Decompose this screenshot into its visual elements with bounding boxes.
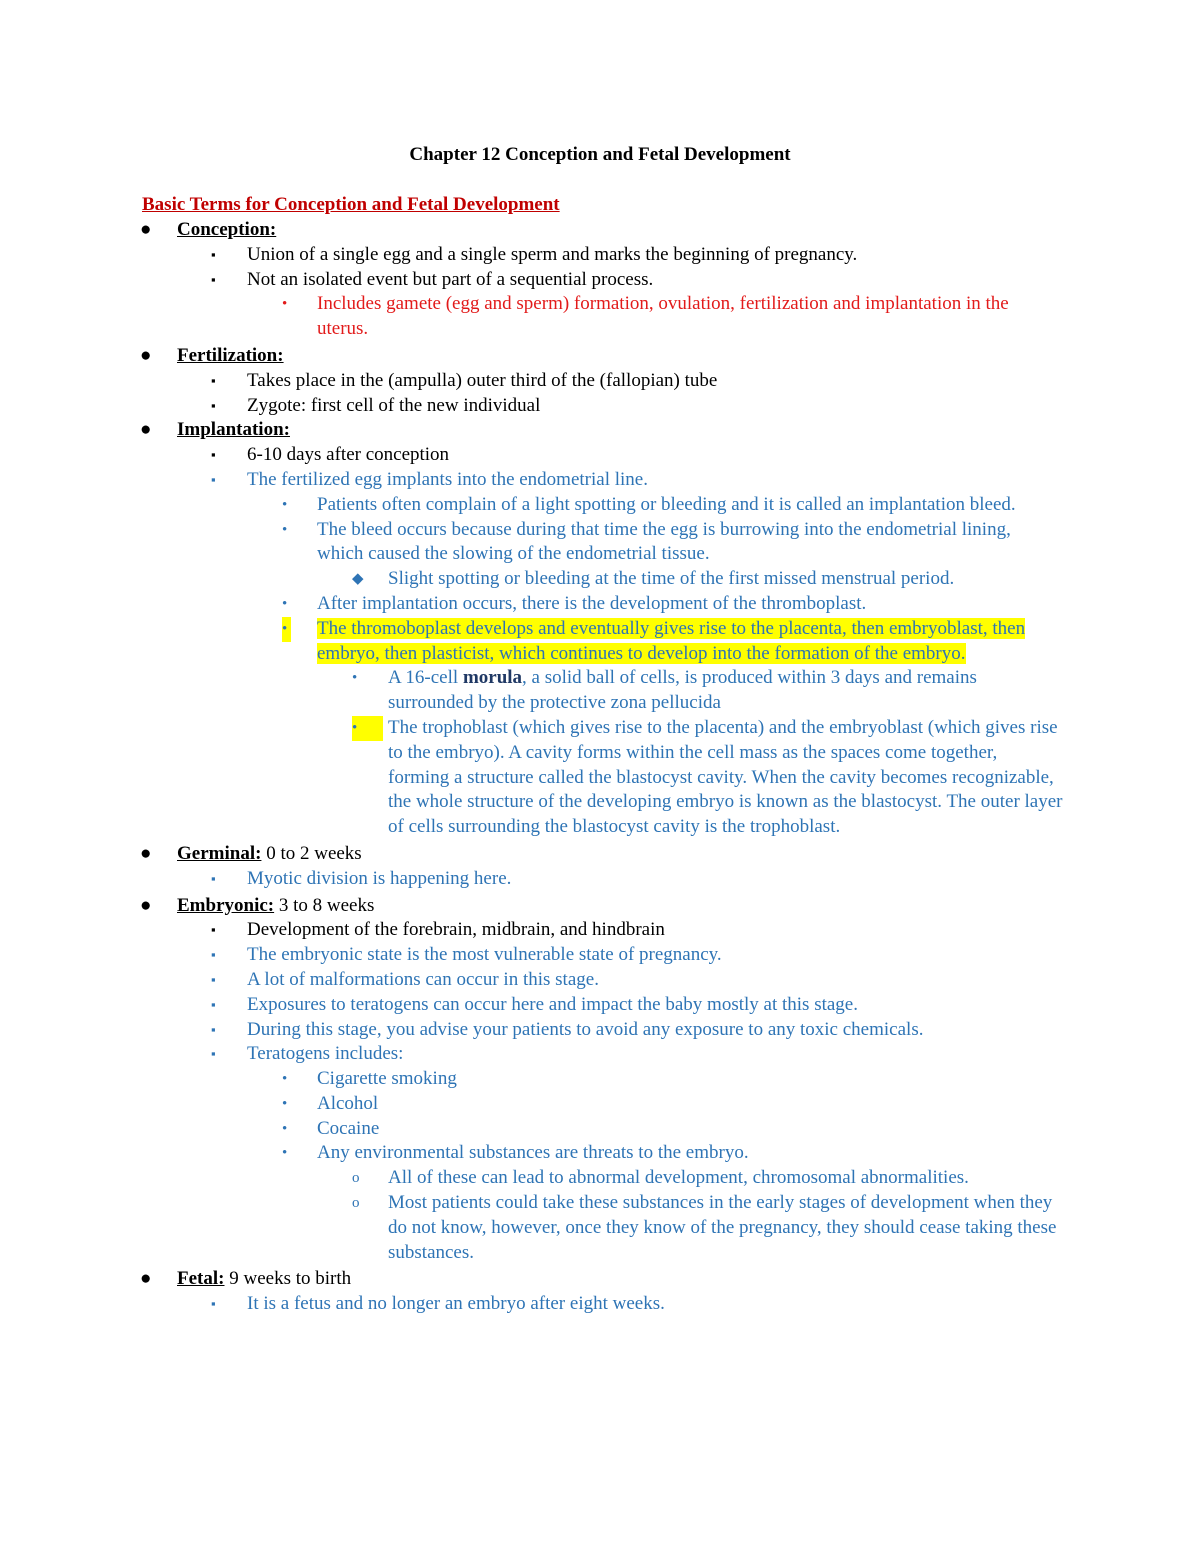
list-item-text: Cocaine bbox=[317, 1117, 380, 1139]
list-item-text: Teratogens includes: bbox=[247, 1043, 404, 1065]
list-item-text: All of these can lead to abnormal development, chromosomal abnormalities. bbox=[388, 1167, 969, 1189]
list-item-fetal bbox=[0, 1267, 1200, 1292]
list-item-text: Slight spotting or bleeding at the time of the first missed menstrual period. bbox=[388, 568, 955, 590]
list-item bbox=[0, 1067, 1200, 1092]
small-bullet-icon: • bbox=[282, 595, 288, 612]
square-bullet-icon: ▪ bbox=[211, 447, 216, 463]
list-item bbox=[0, 592, 1200, 617]
list-item bbox=[0, 292, 1200, 342]
list-item-conception bbox=[0, 218, 1200, 243]
list-item bbox=[0, 968, 1200, 993]
list-item-germinal bbox=[0, 842, 1200, 867]
list-item-text: The embryonic state is the most vulnerable state of pregnancy. bbox=[247, 944, 722, 966]
list-item-text: Cigarette smoking bbox=[317, 1068, 457, 1090]
term-value: 3 to 8 weeks bbox=[274, 894, 375, 916]
term-label: Fetal: bbox=[177, 1268, 225, 1290]
list-item bbox=[0, 1117, 1200, 1142]
list-item bbox=[0, 716, 1200, 840]
small-bullet-icon: • bbox=[282, 1120, 288, 1137]
list-item-implantation bbox=[0, 418, 1200, 443]
list-item bbox=[0, 1141, 1200, 1166]
list-item-text: Not an isolated event but part of a sequential process. bbox=[247, 268, 654, 290]
list-item bbox=[0, 1166, 1200, 1191]
list-item bbox=[0, 468, 1200, 493]
list-item bbox=[0, 1042, 1200, 1067]
square-bullet-icon: ▪ bbox=[211, 947, 216, 963]
list-item bbox=[0, 1018, 1200, 1043]
term-label: Conception: bbox=[177, 219, 277, 240]
list-item bbox=[0, 918, 1200, 943]
list-item bbox=[0, 567, 1200, 592]
highlighted-text: The thromoboplast develops and eventually gives rise to the placenta, then embryoblast, then embryo, then plasticist, which continues to develop into the formation of the embryo. bbox=[317, 617, 1026, 664]
term-label: Embryonic: bbox=[177, 894, 275, 916]
small-bullet-icon: • bbox=[282, 1095, 288, 1112]
page-title: Chapter 12 Conception and Fetal Development bbox=[409, 144, 791, 165]
list-item bbox=[0, 1292, 1200, 1317]
list-item-text: During this stage, you advise your patients to avoid any exposure to any toxic chemicals. bbox=[247, 1018, 924, 1040]
term-value: 9 weeks to birth bbox=[224, 1268, 352, 1290]
diamond-bullet-icon: ◆ bbox=[352, 571, 364, 588]
list-item-text: A lot of malformations can occur in this stage. bbox=[247, 968, 599, 990]
circle-bullet-icon: o bbox=[352, 1170, 360, 1187]
disc-bullet-icon: ● bbox=[140, 894, 152, 916]
square-bullet-icon: ▪ bbox=[211, 397, 216, 413]
list-item-embryonic bbox=[0, 894, 1200, 919]
disc-bullet-icon: ● bbox=[140, 1268, 152, 1290]
list-item-fertilization bbox=[0, 344, 1200, 369]
term-label: Fertilization: bbox=[177, 344, 284, 366]
circle-bullet-icon: o bbox=[352, 1195, 360, 1212]
list-item bbox=[0, 867, 1200, 892]
list-item-text: 6-10 days after conception bbox=[247, 444, 450, 466]
square-bullet-icon: ▪ bbox=[211, 1046, 216, 1062]
small-bullet-icon: • bbox=[282, 1145, 288, 1162]
square-bullet-icon: ▪ bbox=[211, 996, 216, 1012]
list-item-text: It is a fetus and no longer an embryo after eight weeks. bbox=[247, 1293, 665, 1315]
bold-term: morula bbox=[462, 667, 523, 689]
square-bullet-icon: ▪ bbox=[211, 246, 216, 262]
small-bullet-icon: • bbox=[282, 296, 288, 313]
list-item-text: Zygote: first cell of the new individual bbox=[247, 394, 541, 416]
list-item bbox=[0, 943, 1200, 968]
list-item bbox=[0, 493, 1200, 518]
square-bullet-icon: ▪ bbox=[211, 1296, 216, 1312]
square-bullet-icon: ▪ bbox=[211, 271, 216, 287]
list-item-text: Development of the forebrain, midbrain, and hindbrain bbox=[247, 919, 665, 941]
list-item bbox=[0, 1092, 1200, 1117]
list-item-text: Alcohol bbox=[317, 1092, 379, 1114]
term-label: Implantation: bbox=[177, 419, 290, 441]
square-bullet-icon: ▪ bbox=[211, 1021, 216, 1037]
small-bullet-icon: • bbox=[282, 1071, 288, 1088]
list-item-text: Any environmental substances are threats to the embryo. bbox=[317, 1142, 749, 1164]
list-item-text: A 16-cell morula, a solid ball of cells, is produced within 3 days and remains surrounded by the protective zona pellucida bbox=[388, 667, 977, 714]
small-bullet-icon: • bbox=[282, 617, 291, 642]
small-bullet-icon: • bbox=[352, 670, 358, 687]
small-bullet-icon: • bbox=[352, 716, 383, 741]
disc-bullet-icon: ● bbox=[140, 419, 152, 441]
disc-bullet-icon: ● bbox=[140, 344, 152, 366]
list-item-text: Exposures to teratogens can occur here and impact the baby mostly at this stage. bbox=[247, 993, 858, 1015]
list-item bbox=[0, 268, 1200, 293]
square-bullet-icon: ▪ bbox=[211, 870, 216, 886]
list-item-text: After implantation occurs, there is the development of the thromboplast. bbox=[317, 592, 867, 614]
section-heading: Basic Terms for Conception and Fetal Development bbox=[142, 194, 560, 215]
square-bullet-icon: ▪ bbox=[211, 971, 216, 987]
list-item bbox=[0, 443, 1200, 468]
small-bullet-icon: • bbox=[282, 521, 288, 538]
list-item-text: The bleed occurs because during that time the egg is burrowing into the endometrial lining, which caused the slowing of the endometrial tissue. bbox=[317, 518, 1011, 565]
list-item bbox=[0, 1191, 1200, 1265]
list-item-text: Union of a single egg and a single sperm and marks the beginning of pregnancy. bbox=[247, 243, 858, 265]
term-value: 0 to 2 weeks bbox=[261, 842, 362, 864]
list-item bbox=[0, 993, 1200, 1018]
list-item-text: Patients often complain of a light spotting or bleeding and it is called an implantation bleed. bbox=[317, 493, 1016, 515]
list-item-text: Includes gamete (egg and sperm) formation, ovulation, fertilization and implantation in the uterus. bbox=[317, 293, 1009, 340]
term-label: Germinal: bbox=[177, 842, 262, 864]
square-bullet-icon: ▪ bbox=[211, 372, 216, 388]
notes-list bbox=[0, 218, 1200, 1317]
list-item bbox=[0, 394, 1200, 419]
list-item bbox=[0, 518, 1200, 568]
list-item bbox=[0, 666, 1200, 716]
disc-bullet-icon: ● bbox=[140, 219, 152, 240]
square-bullet-icon: ▪ bbox=[211, 922, 216, 938]
list-item-highlighted bbox=[0, 617, 1200, 667]
list-item-text: The fertilized egg implants into the endometrial line. bbox=[247, 468, 648, 490]
small-bullet-icon: • bbox=[282, 496, 288, 513]
list-item-text: Myotic division is happening here. bbox=[247, 867, 512, 889]
list-item bbox=[0, 369, 1200, 394]
square-bullet-icon: ▪ bbox=[211, 471, 216, 487]
list-item-text: Takes place in the (ampulla) outer third of the (fallopian) tube bbox=[247, 369, 718, 391]
disc-bullet-icon: ● bbox=[140, 842, 152, 864]
list-item-text: The trophoblast (which gives rise to the placenta) and the embryoblast (which gives rise to the embryo). A cavity forms within the cell mass as the spaces come together, forming a structure called the blastocyst cavity. When the cavity becomes recognizable, the whole structure of the developing embryo is known as the blastocyst. The outer layer of cells surrounding the blastocyst cavity is the trophoblast. bbox=[388, 716, 1063, 838]
list-item bbox=[0, 243, 1200, 268]
list-item-text: Most patients could take these substances in the early stages of development when they do not know, however, once they know of the pregnancy, they should cease taking these substances. bbox=[388, 1192, 1057, 1263]
